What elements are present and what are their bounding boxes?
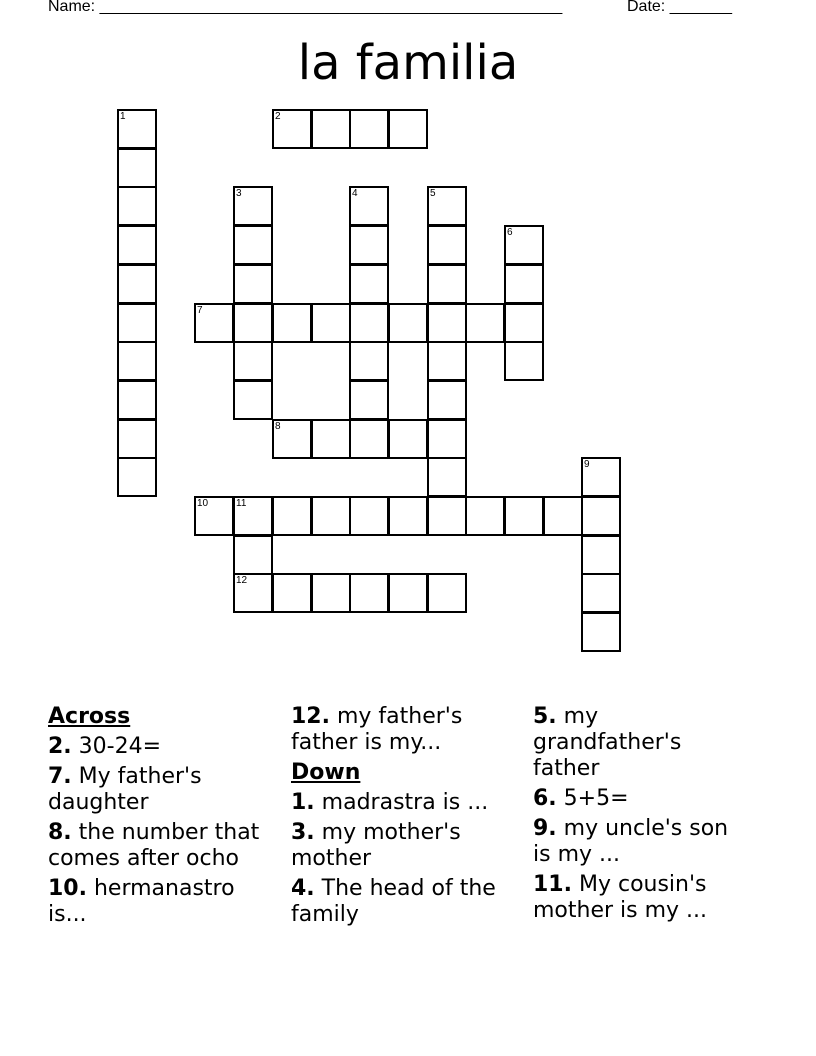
clue-down-9: 9. my uncle's son is my ... bbox=[533, 816, 729, 867]
crossword-cell[interactable] bbox=[504, 264, 544, 304]
crossword-cell[interactable] bbox=[427, 496, 467, 536]
clue-across-8: 8. the number that comes after ocho bbox=[48, 820, 260, 871]
crossword-cell[interactable] bbox=[504, 225, 544, 265]
crossword-cell[interactable] bbox=[233, 496, 273, 536]
clue-across-7: 7. My father's daughter bbox=[48, 764, 202, 815]
crossword-cell[interactable] bbox=[117, 148, 157, 188]
crossword-cell[interactable] bbox=[427, 225, 467, 265]
crossword-cell[interactable] bbox=[311, 109, 351, 149]
clue-across-12: 12. my father's father is my... bbox=[291, 704, 463, 755]
crossword-cell[interactable] bbox=[233, 573, 273, 613]
clue-column-2 bbox=[291, 704, 506, 932]
crossword-cell[interactable] bbox=[388, 109, 428, 149]
crossword-cell[interactable] bbox=[427, 186, 467, 226]
crossword-cell[interactable] bbox=[427, 341, 467, 381]
crossword-cell[interactable] bbox=[581, 535, 621, 575]
crossword-cell[interactable] bbox=[349, 496, 389, 536]
crossword-cell[interactable] bbox=[504, 303, 544, 343]
across-heading: Across bbox=[48, 704, 131, 729]
clue-down-3: 3. my mother's mother bbox=[291, 820, 461, 871]
crossword-cell[interactable] bbox=[311, 419, 351, 459]
crossword-cell[interactable] bbox=[117, 109, 157, 149]
crossword-cell[interactable] bbox=[581, 457, 621, 497]
crossword-cell[interactable] bbox=[117, 225, 157, 265]
cell-number: 2 bbox=[275, 111, 281, 122]
crossword-cell[interactable] bbox=[194, 496, 234, 536]
crossword-cell[interactable] bbox=[465, 303, 505, 343]
crossword-cell[interactable] bbox=[388, 496, 428, 536]
cell-number: 4 bbox=[352, 188, 358, 199]
crossword-cell[interactable] bbox=[349, 419, 389, 459]
crossword-cell[interactable] bbox=[427, 457, 467, 497]
crossword-cell[interactable] bbox=[272, 573, 312, 613]
crossword-cell[interactable] bbox=[311, 303, 351, 343]
cell-number: 6 bbox=[507, 227, 513, 238]
crossword-cell[interactable] bbox=[272, 419, 312, 459]
clue-column-1 bbox=[48, 704, 263, 932]
crossword-cell[interactable] bbox=[349, 303, 389, 343]
crossword-cell[interactable] bbox=[272, 496, 312, 536]
crossword-cell[interactable] bbox=[117, 419, 157, 459]
crossword-cell[interactable] bbox=[388, 419, 428, 459]
cell-number: 9 bbox=[584, 459, 590, 470]
crossword-cell[interactable] bbox=[504, 496, 544, 536]
crossword-cell[interactable] bbox=[233, 264, 273, 304]
crossword-cell[interactable] bbox=[117, 186, 157, 226]
crossword-cell[interactable] bbox=[349, 109, 389, 149]
crossword-cell[interactable] bbox=[427, 264, 467, 304]
crossword-cell[interactable] bbox=[117, 264, 157, 304]
crossword-cell[interactable] bbox=[233, 341, 273, 381]
crossword-cell[interactable] bbox=[388, 573, 428, 613]
date-field-label: Date: _______ bbox=[627, 0, 732, 15]
crossword-cell[interactable] bbox=[427, 419, 467, 459]
clue-across-10: 10. hermanastro is... bbox=[48, 876, 235, 927]
cell-number: 8 bbox=[275, 421, 281, 432]
crossword-cell[interactable] bbox=[311, 496, 351, 536]
crossword-cell[interactable] bbox=[117, 457, 157, 497]
crossword-cell[interactable] bbox=[543, 496, 583, 536]
crossword-cell[interactable] bbox=[233, 535, 273, 575]
clue-down-6: 6. 5+5= bbox=[533, 786, 629, 811]
crossword-cell[interactable] bbox=[233, 186, 273, 226]
cell-number: 3 bbox=[236, 188, 242, 199]
crossword-cell[interactable] bbox=[233, 380, 273, 420]
name-field-label: Name: ____________________________________________________ bbox=[48, 0, 563, 15]
crossword-cell[interactable] bbox=[272, 303, 312, 343]
crossword-cell[interactable] bbox=[427, 303, 467, 343]
clue-down-11: 11. My cousin's mother is my ... bbox=[533, 872, 708, 923]
crossword-cell[interactable] bbox=[233, 225, 273, 265]
crossword-cell[interactable] bbox=[272, 109, 312, 149]
crossword-cell[interactable] bbox=[194, 303, 234, 343]
crossword-cell[interactable] bbox=[349, 573, 389, 613]
crossword-cell[interactable] bbox=[311, 573, 351, 613]
crossword-cell[interactable] bbox=[581, 573, 621, 613]
crossword-cell[interactable] bbox=[349, 225, 389, 265]
cell-number: 5 bbox=[430, 188, 436, 199]
crossword-cell[interactable] bbox=[117, 303, 157, 343]
crossword-cell[interactable] bbox=[349, 264, 389, 304]
cell-number: 12 bbox=[236, 575, 248, 586]
crossword-cell[interactable] bbox=[349, 186, 389, 226]
page-title: la familia bbox=[297, 35, 519, 91]
clue-across-2: 2. 30-24= bbox=[48, 734, 162, 759]
crossword-cell[interactable] bbox=[233, 303, 273, 343]
down-heading: Down bbox=[291, 760, 361, 785]
crossword-cell[interactable] bbox=[581, 612, 621, 652]
crossword-cell[interactable] bbox=[388, 303, 428, 343]
crossword-cell[interactable] bbox=[117, 341, 157, 381]
crossword-cell[interactable] bbox=[349, 380, 389, 420]
clue-column-3 bbox=[533, 704, 748, 928]
crossword-cell[interactable] bbox=[427, 573, 467, 613]
clue-down-1: 1. madrastra is ... bbox=[291, 790, 489, 815]
cell-number: 1 bbox=[120, 111, 126, 122]
cell-number: 7 bbox=[197, 305, 203, 316]
clues-section bbox=[0, 704, 816, 1004]
cell-number: 10 bbox=[197, 498, 209, 509]
crossword-cell[interactable] bbox=[465, 496, 505, 536]
crossword-cell[interactable] bbox=[427, 380, 467, 420]
clue-down-4: 4. The head of the family bbox=[291, 876, 496, 927]
crossword-cell[interactable] bbox=[349, 341, 389, 381]
cell-number: 11 bbox=[236, 498, 247, 509]
crossword-cell[interactable] bbox=[117, 380, 157, 420]
crossword-cell[interactable] bbox=[504, 341, 544, 381]
clue-down-5: 5. my grandfather's father bbox=[533, 704, 682, 781]
crossword-cell[interactable] bbox=[581, 496, 621, 536]
